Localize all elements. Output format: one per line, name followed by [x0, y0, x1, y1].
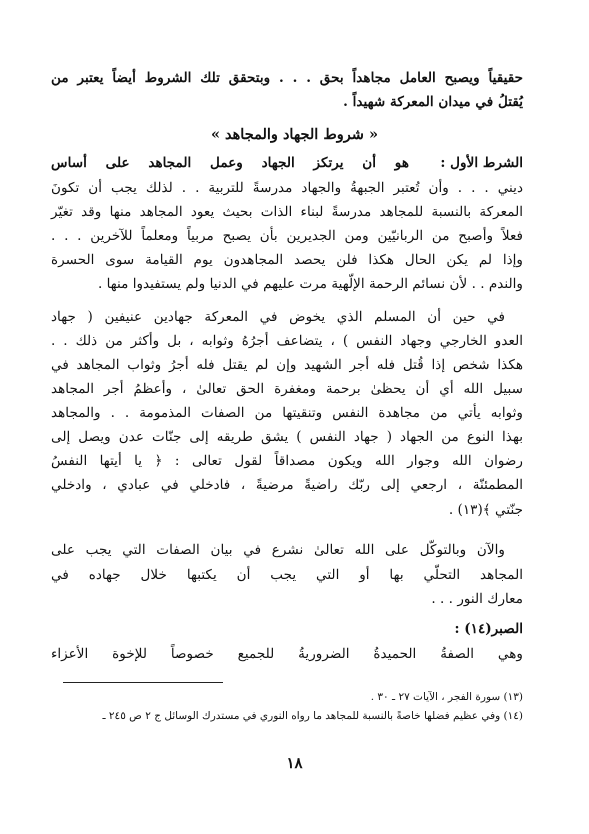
body-line: في حين أن المسلم الذي يخوض في المعركة جهادين عنيفين ( جهاد: [51, 309, 505, 325]
footnote-separator: [63, 682, 223, 683]
body-line: هكذا شخص إذا قُتل فله أجر الشهيد وإن لم يقتل فله أجرُ وثواب المجاهد في: [51, 357, 523, 373]
condition-lead: الشرط الأول :: [440, 155, 523, 171]
body-line: رضوان الله وجوار الله ويكون مصداقاً لقول تعالى : ﴿ يا أيتها النفسُ: [51, 453, 523, 469]
body-line: فعلاً وأصبح من الربانيّين ومن الجديرين بأن يصبح مربياً ومعلماً للآخرين . . .: [51, 228, 523, 244]
footnote: (١٣) سورة الفجر ، الآيات ٢٧ ـ ٣٠ .: [370, 691, 523, 703]
body-line: العدو الخارجي وجهاد النفس ) ، يتضاعف أجرُهُ وثوابه ، بل وأكثر من ذلك . .: [51, 333, 523, 349]
body-line: المجاهد التحلّي بها أو التي يجب أن يكتبها خلال جهاده في: [51, 567, 523, 583]
body-line: المعركة بالنسبة للمجاهد مدرسةً لبناء الذات بحيث يعود المجاهد منها وقد تغيّر: [51, 204, 523, 220]
body-line: سبيل الله أي أن يحظىٰ برحمة ومغفرة الحق تعالىٰ ، وأعظمُ أجر المجاهد: [51, 381, 523, 397]
footnote: (١٤) وفي عظيم فضلها خاصةً بالنسبة للمجاهد ما رواه النوري في مستدرك الوسائل ج ٢ ص ٢٤٥ ـ: [102, 710, 523, 722]
body-line: جنّتي ﴾(١٣) .: [448, 502, 523, 518]
section-heading: « شروط الجهاد والمجاهد »: [210, 126, 379, 143]
body-line: ديني . . . وأن تُعتبر الجبهةُ والجهاد مدرسةً للتربية . . لذلك يجب أن تكونَ: [51, 180, 523, 196]
body-line: بهذا النوع من الجهاد ( جهاد النفس ) يشق طريقه إلى جنّات عدن ويصل إلى: [51, 429, 523, 445]
body-line: والآن وبالتوكّل على الله تعالىٰ نشرع في بيان الصفات التي يجب على: [51, 542, 505, 558]
body-line: المطمئنّة ، ارجعي إلى ربّك راضيةً مرضيةً ، فادخلي في عبادي ، وادخلي: [51, 477, 523, 493]
subheading-sabr: الصبر(١٤) :: [454, 621, 523, 637]
body-line: والندم . . لأن نسائم الرحمة الإلّهية مرت عليهم في الدنيا ولم يستفيدوا منها .: [97, 276, 523, 292]
body-line: وهي الصفةُ الحميدةُ الضروريةُ للجميع خصوصاً للإخوة الأعزاء: [51, 646, 523, 662]
body-line: هو أن يرتكز الجهاد وعمل المجاهد على أساس: [51, 155, 409, 171]
body-line: يُقتلُ في ميدان المعركة شهيداً .: [343, 94, 523, 110]
body-line: معارك النور . . .: [431, 591, 523, 607]
page-number: ١٨: [286, 754, 303, 772]
body-line: وثوابه يأتي من مجاهدة النفس وتنقيتها من الصفات المذمومة . . والمجاهد: [51, 405, 523, 421]
body-line: حقيقياً ويصبح العامل مجاهداً بحق . . . وبتحقق تلك الشروط أيضاً يعتبر من: [51, 70, 523, 86]
body-line: وإذا لم يكن الحال هكذا فلن يحصد المجاهدون يوم القيامة سوى الحسرة: [51, 252, 523, 268]
